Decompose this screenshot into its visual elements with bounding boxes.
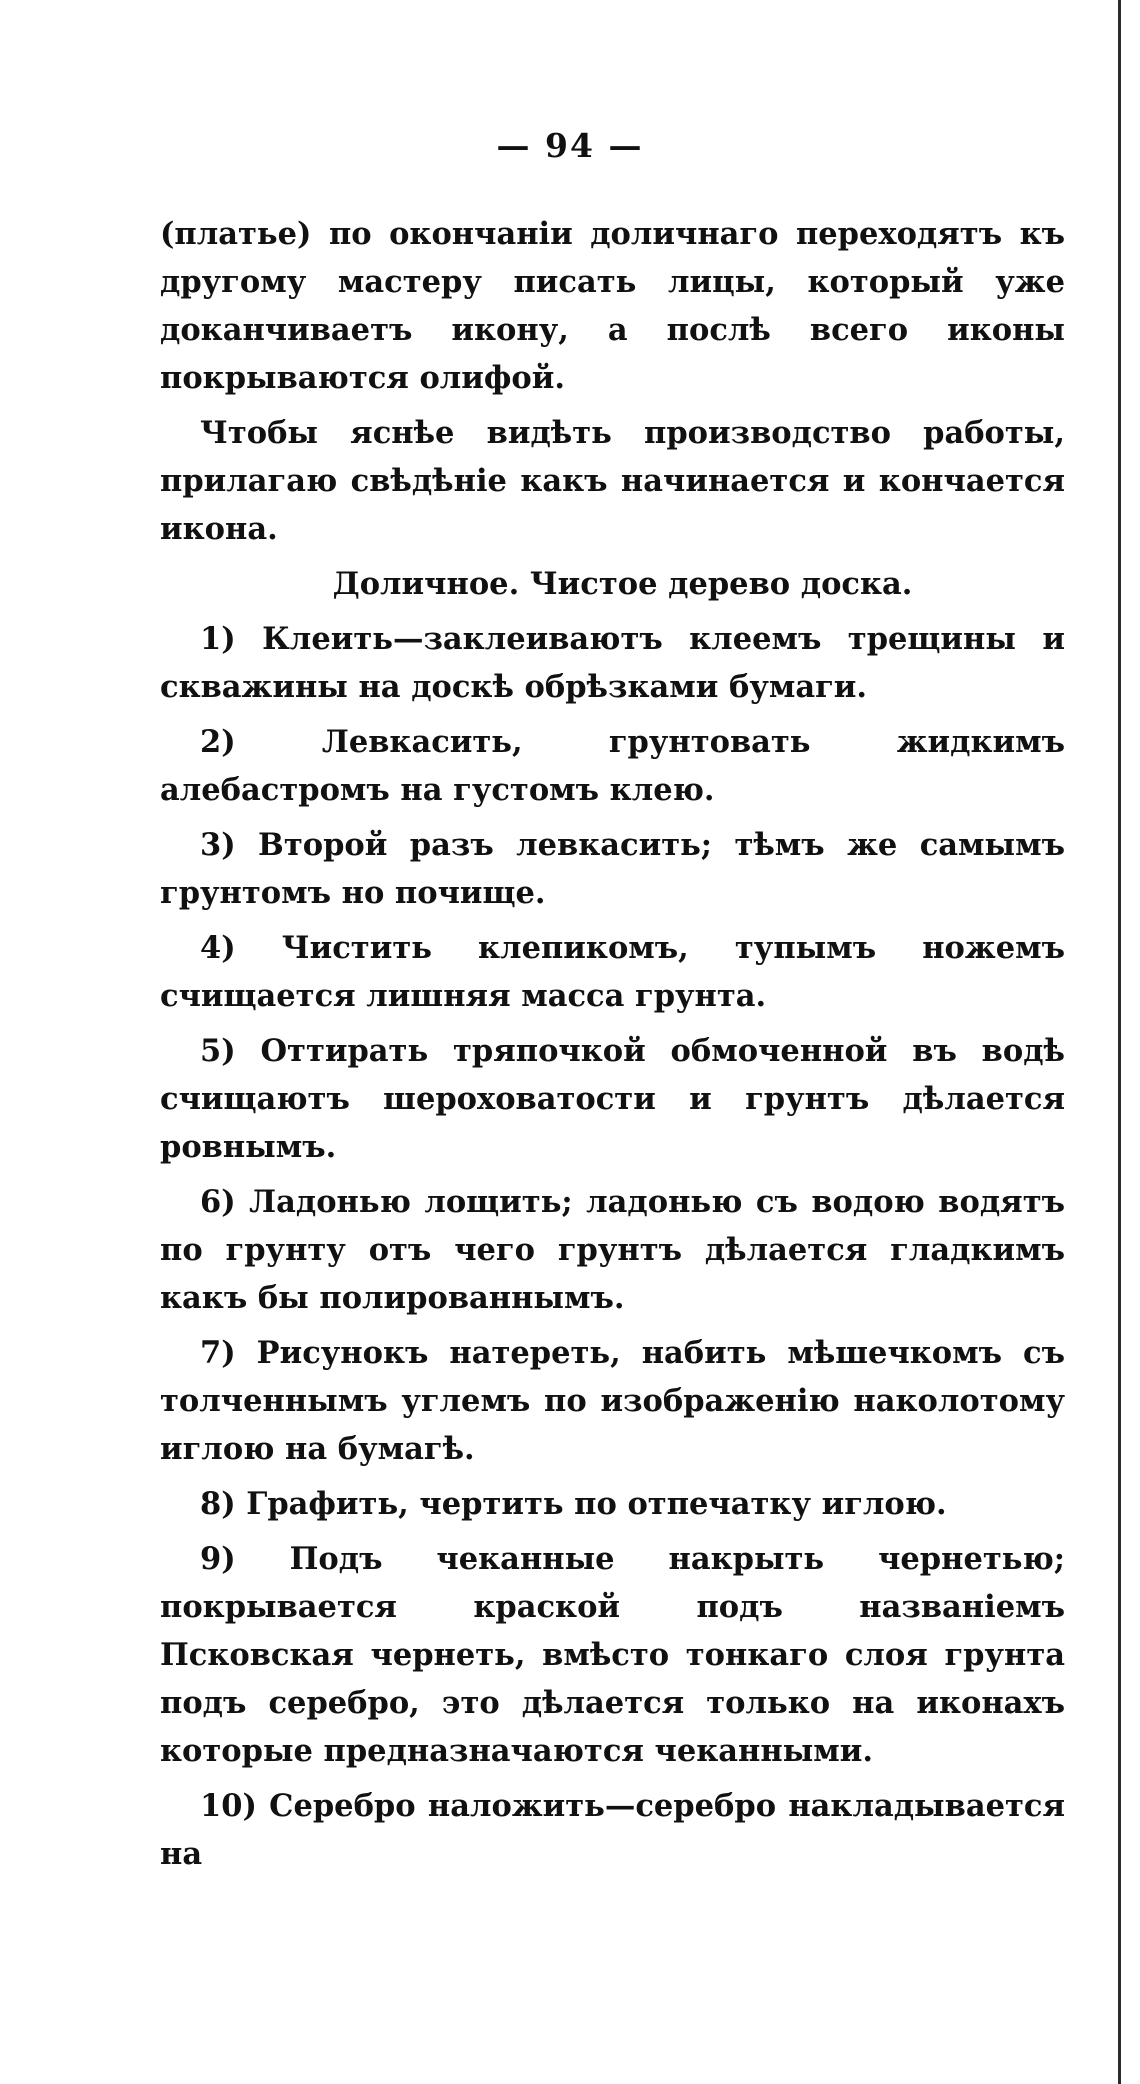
page-edge-line <box>1118 0 1121 2084</box>
list-item-7: 7) Рисунокъ натереть, набить мѣшечкомъ съ толченнымъ углемъ по изображенію наколотому иглою на бумагѣ. <box>160 1335 1065 1467</box>
body-text <box>160 210 1065 1885</box>
list-item-1: 1) Клеить—заклеиваютъ клеемъ трещины и скважины на доскѣ обрѣзками бумаги. <box>160 621 1065 705</box>
list-item-2: 2) Левкасить, грунтовать жидкимъ алебастромъ на густомъ клею. <box>160 724 1065 808</box>
list-item-3: 3) Второй разъ левкасить; тѣмъ же самымъ грунтомъ но почище. <box>160 827 1065 911</box>
page-number: — 94 — <box>496 126 644 165</box>
list-item-10: 10) Серебро наложить—серебро накладывается на <box>160 1788 1065 1872</box>
section-heading: Доличное. Чистое дерево доска. <box>332 566 913 602</box>
paragraph-continuation: (платье) по окончаніи доличнаго переходятъ къ другому мастеру писать лицы, который уже доканчиваетъ икону, а послѣ всего иконы покрываются олифой. <box>160 216 1065 396</box>
list-item-8: 8) Графить, чертить по отпечатку иглою. <box>200 1486 947 1522</box>
list-item-4: 4) Чистить клепикомъ, тупымъ ножемъ счищается лишняя масса грунта. <box>160 930 1065 1014</box>
paragraph-intro: Чтобы яснѣе видѣть производство работы, прилагаю свѣдѣніе какъ начинается и кончается икона. <box>160 415 1065 547</box>
list-item-6: 6) Ладонью лощить; ладонью съ водою водятъ по грунту отъ чего грунтъ дѣлается гладкимъ какъ бы полированнымъ. <box>160 1184 1065 1316</box>
list-item-9: 9) Подъ чеканные накрыть чернетью; покрывается краской подъ названіемъ Псковская чернеть, вмѣсто тонкаго слоя грунта подъ серебро, это дѣлается только на иконахъ которые предназначаются чеканными. <box>160 1541 1065 1769</box>
list-item-5: 5) Оттирать тряпочкой обмоченной въ водѣ счищаютъ шероховатости и грунтъ дѣлается ровнымъ. <box>160 1033 1065 1165</box>
